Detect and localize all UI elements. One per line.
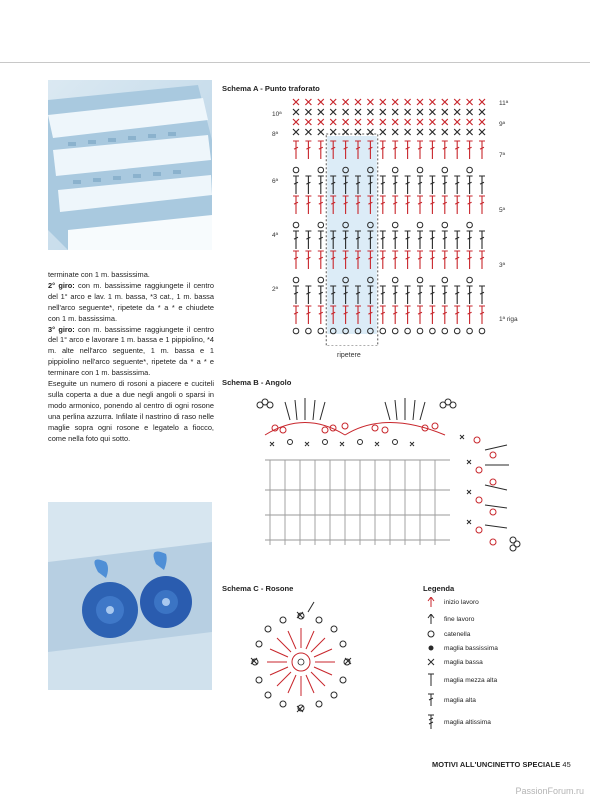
chain-mark	[454, 328, 460, 334]
single-crochet-mark	[417, 119, 423, 125]
watermark: PassionForum.ru	[515, 786, 584, 796]
treble-mark	[479, 141, 485, 159]
cross-icon	[424, 658, 438, 666]
schema-a-title: Schema A - Punto traforato	[222, 84, 320, 93]
end-arrow-icon	[424, 614, 438, 624]
chain-mark	[467, 328, 473, 334]
treble-mark	[429, 251, 435, 269]
single-crochet-mark	[479, 119, 485, 125]
treble-mark	[380, 251, 386, 269]
treble-mark	[293, 251, 299, 269]
legend-label-end: fine lavoro	[444, 615, 475, 623]
chain-mark	[479, 328, 485, 334]
treble-mark	[417, 251, 423, 269]
treble-mark	[467, 306, 473, 324]
single-crochet-mark	[330, 99, 336, 105]
single-crochet-mark	[442, 109, 448, 115]
chain-mark	[442, 277, 448, 283]
treble-mark	[318, 141, 324, 159]
treble-mark	[318, 286, 324, 304]
single-crochet-mark	[454, 119, 460, 125]
paragraph-3	[48, 325, 214, 380]
chain-mark	[318, 277, 324, 283]
chain-mark	[318, 167, 324, 173]
single-crochet-mark	[479, 99, 485, 105]
treble-mark	[405, 141, 411, 159]
treble-mark	[305, 141, 311, 159]
chain-mark	[467, 167, 473, 173]
single-crochet-mark	[330, 109, 336, 115]
chain-mark	[293, 167, 299, 173]
paragraph-4: Eseguite un numero di rosoni a piacere e cuciteli sulla coperta a due a due negli angoli o sparsi in modo armonico, ponendo al centro di ogni rosone una perlina azzurra. Infilate il nastrino di raso nelle maglie sopra ogni rosone e legatelo a fiocco, come nella foto qui sotto.	[48, 379, 214, 443]
chain-mark	[293, 328, 299, 334]
blanket-photo	[48, 80, 212, 250]
treble-mark	[454, 231, 460, 249]
legend-item-half-double	[424, 674, 497, 686]
treble-mark	[392, 141, 398, 159]
single-crochet-mark	[318, 119, 324, 125]
row-label-5: 5ª	[499, 207, 506, 214]
legend-label-chain: catenella	[444, 630, 471, 638]
legend-item-treble	[424, 716, 491, 728]
treble-mark	[479, 306, 485, 324]
treble-mark	[467, 286, 473, 304]
single-crochet-mark	[429, 109, 435, 115]
legend-label-single: maglia bassa	[444, 658, 483, 666]
treble-mark	[479, 286, 485, 304]
chain-mark	[380, 328, 386, 334]
single-crochet-mark	[305, 129, 311, 135]
treble-mark	[454, 141, 460, 159]
legend-item-end	[424, 613, 474, 625]
treble-mark	[293, 196, 299, 214]
treble-mark	[417, 196, 423, 214]
row-label-8: 8ª	[272, 131, 279, 138]
treble-mark	[442, 141, 448, 159]
single-crochet-mark	[293, 119, 299, 125]
single-crochet-mark	[454, 129, 460, 135]
single-crochet-mark	[367, 119, 373, 125]
single-crochet-mark	[305, 99, 311, 105]
treble-mark	[305, 231, 311, 249]
single-crochet-mark	[454, 99, 460, 105]
treble-mark	[380, 176, 386, 194]
treble-mark	[380, 141, 386, 159]
page-footer	[432, 760, 571, 769]
corner-right-edge	[460, 435, 509, 528]
chain-mark	[442, 328, 448, 334]
single-crochet-mark	[392, 109, 398, 115]
treble-mark	[479, 231, 485, 249]
treble-mark	[405, 286, 411, 304]
single-crochet-mark	[318, 109, 324, 115]
treble-mark	[454, 176, 460, 194]
chain-mark	[467, 222, 473, 228]
treble-mark	[293, 141, 299, 159]
treble-mark	[405, 306, 411, 324]
treble-mark	[380, 286, 386, 304]
single-crochet-mark	[318, 129, 324, 135]
treble-mark	[467, 231, 473, 249]
treble-mark	[429, 176, 435, 194]
rosette-photo	[48, 502, 212, 690]
legend-item-double	[424, 694, 476, 706]
treble-mark	[442, 286, 448, 304]
single-crochet-mark	[405, 109, 411, 115]
single-crochet-mark	[380, 99, 386, 105]
treble-mark	[405, 176, 411, 194]
chain-mark	[417, 222, 423, 228]
treble-mark	[293, 231, 299, 249]
paragraph-2	[48, 281, 214, 325]
rosette-center	[298, 659, 304, 665]
magazine-name: MOTIVI ALL'UNCINETTO SPECIALE	[432, 760, 561, 769]
row-label-7: 7ª	[499, 152, 506, 159]
treble-mark	[392, 286, 398, 304]
treble-mark	[417, 141, 423, 159]
corner-right-red	[474, 437, 496, 545]
single-crochet-mark	[330, 129, 336, 135]
single-crochet-mark	[467, 129, 473, 135]
treble-mark	[479, 196, 485, 214]
legend-label-double: maglia alta	[444, 696, 476, 704]
single-crochet-mark	[380, 109, 386, 115]
treble-mark	[318, 251, 324, 269]
single-crochet-mark	[330, 119, 336, 125]
legend-item-chain	[424, 628, 470, 640]
treble-mark	[318, 176, 324, 194]
row-label-2: 2ª	[272, 286, 279, 293]
single-crochet-mark	[405, 99, 411, 105]
treble-mark	[442, 176, 448, 194]
row-label-9: 9ª	[499, 121, 506, 128]
treble-mark	[318, 306, 324, 324]
start-arrow-icon	[424, 597, 438, 607]
single-crochet-mark	[293, 129, 299, 135]
chain-mark	[306, 328, 312, 334]
single-crochet-mark	[305, 119, 311, 125]
chain-mark	[392, 328, 398, 334]
legend-item-start	[424, 596, 479, 608]
single-crochet-mark	[442, 129, 448, 135]
treble-mark	[293, 306, 299, 324]
row-label-3: 3ª	[499, 262, 506, 269]
single-crochet-mark	[417, 109, 423, 115]
treble-mark	[479, 176, 485, 194]
treble-mark	[429, 286, 435, 304]
treble-mark	[305, 176, 311, 194]
row-label-6: 6ª	[272, 178, 279, 185]
single-crochet-mark	[367, 99, 373, 105]
treble-mark	[305, 196, 311, 214]
single-crochet-mark	[429, 99, 435, 105]
treble-mark	[318, 231, 324, 249]
chain-mark	[405, 328, 411, 334]
single-crochet-mark	[355, 129, 361, 135]
treble-mark	[392, 196, 398, 214]
schema-c-diagram	[236, 594, 366, 724]
legend-title: Legenda	[423, 584, 455, 593]
single-crochet-mark	[417, 99, 423, 105]
treble-mark	[429, 141, 435, 159]
single-crochet-mark	[343, 109, 349, 115]
corner-circles-right	[510, 537, 520, 551]
treble-mark	[442, 306, 448, 324]
chain-mark	[417, 167, 423, 173]
single-crochet-mark	[479, 109, 485, 115]
corner-red-arcs	[265, 423, 445, 436]
treble-mark	[305, 251, 311, 269]
single-crochet-mark	[429, 129, 435, 135]
round-3-text: con m. bassissime raggiungete il centro del 1° arco e lavorare 1 m. bassa e 1 pippiolino, *4 m. alte nell'arco seguente, 1 m. bassa e 1 pippiolino nell'arco seguente*, ripetete da * a * e terminare con 1 m. bassissima.	[48, 324, 214, 378]
legend-label-start: inizio lavoro	[444, 598, 479, 606]
single-crochet-mark	[343, 129, 349, 135]
page-number: 45	[562, 760, 571, 769]
chain-mark	[392, 222, 398, 228]
treble-mark	[293, 286, 299, 304]
schema-b-title: Schema B - Angolo	[222, 378, 292, 387]
treble-mark	[380, 196, 386, 214]
paragraph-1: terminate con 1 m. bassissima.	[48, 270, 150, 279]
treble-mark	[429, 231, 435, 249]
treble-mark	[467, 141, 473, 159]
single-crochet-mark	[355, 99, 361, 105]
treble-mark	[429, 196, 435, 214]
chain-mark	[467, 277, 473, 283]
round-3-heading: 3° giro:	[48, 324, 75, 334]
single-crochet-mark	[293, 99, 299, 105]
treble-mark	[417, 286, 423, 304]
treble-mark	[467, 251, 473, 269]
chain-mark	[442, 167, 448, 173]
treble-mark	[454, 286, 460, 304]
treble-mark	[467, 176, 473, 194]
schema-b-diagram	[245, 390, 545, 570]
schema-c-title: Schema C - Rosone	[222, 584, 294, 593]
single-crochet-mark	[467, 119, 473, 125]
single-crochet-mark	[479, 129, 485, 135]
treble-mark	[429, 306, 435, 324]
treble-mark	[305, 306, 311, 324]
dot-icon	[424, 644, 438, 652]
single-crochet-mark	[467, 109, 473, 115]
single-crochet-mark	[380, 119, 386, 125]
chain-mark	[442, 222, 448, 228]
treble-mark	[392, 231, 398, 249]
single-crochet-mark	[417, 129, 423, 135]
corner-top-edge	[257, 398, 456, 420]
treble-mark	[454, 251, 460, 269]
single-crochet-mark	[355, 119, 361, 125]
treble-mark	[479, 251, 485, 269]
chain-mark	[318, 222, 324, 228]
treble-mark	[442, 251, 448, 269]
rosette-outer-ring	[251, 612, 351, 712]
single-crochet-mark	[380, 129, 386, 135]
row-label-4: 4ª	[272, 232, 279, 239]
legend-label-half-double: maglia mezza alta	[444, 676, 498, 684]
legend-label-treble: maglia altissima	[444, 718, 491, 726]
chain-mark	[417, 328, 423, 334]
single-crochet-mark	[343, 119, 349, 125]
treble-mark	[392, 176, 398, 194]
treble-mark	[318, 196, 324, 214]
legend-item-slip	[424, 642, 498, 654]
chain-circle-icon	[424, 630, 438, 638]
treble-mark	[442, 231, 448, 249]
treble-mark	[380, 306, 386, 324]
legend-label-slip: maglia bassissima	[444, 644, 498, 652]
corner-grey-body	[265, 460, 450, 545]
row-label-11: 11ª	[499, 100, 509, 107]
round-2-heading: 2° giro:	[48, 280, 75, 290]
single-crochet-mark	[405, 119, 411, 125]
single-crochet-mark	[467, 99, 473, 105]
treble-mark	[417, 231, 423, 249]
chain-mark	[430, 328, 436, 334]
treble-mark	[405, 231, 411, 249]
repeat-label: ripetere	[337, 352, 361, 359]
single-crochet-mark	[318, 99, 324, 105]
legend-item-single	[424, 656, 483, 668]
schema-a-diagram	[284, 96, 494, 346]
treble-mark	[405, 251, 411, 269]
corner-dark-row	[270, 440, 414, 447]
single-crochet-mark	[355, 109, 361, 115]
row-label-10: 10ª	[272, 111, 282, 118]
treble-mark	[417, 176, 423, 194]
single-crochet-mark	[442, 99, 448, 105]
treble-mark	[454, 196, 460, 214]
instruction-text	[48, 270, 214, 445]
chain-mark	[417, 277, 423, 283]
single-crochet-mark	[392, 129, 398, 135]
single-crochet-mark	[442, 119, 448, 125]
chain-mark	[392, 277, 398, 283]
chain-mark	[392, 167, 398, 173]
chain-mark	[293, 277, 299, 283]
treble-mark	[392, 306, 398, 324]
round-2-text: con m. bassissime raggiungete il centro del 1° arco e lav. 1 m. bassa, *3 cat., 1 m. bassa nell'arco seguente*, ripetete da * a * e chiudete con 1 m. bassissima.	[48, 280, 214, 323]
treble-icon	[424, 714, 438, 730]
treble-mark	[442, 196, 448, 214]
treble-mark	[467, 196, 473, 214]
rosette-start-arrow	[308, 602, 314, 612]
repeat-highlight	[327, 136, 377, 334]
treble-mark	[417, 306, 423, 324]
single-crochet-mark	[343, 99, 349, 105]
single-crochet-mark	[305, 109, 311, 115]
double-icon	[424, 693, 438, 707]
single-crochet-mark	[367, 109, 373, 115]
treble-mark	[454, 306, 460, 324]
top-rule	[0, 62, 590, 63]
row-label-1: 1ª riga	[499, 316, 518, 323]
treble-mark	[293, 176, 299, 194]
single-crochet-mark	[392, 119, 398, 125]
single-crochet-mark	[392, 99, 398, 105]
treble-mark	[380, 231, 386, 249]
single-crochet-mark	[429, 119, 435, 125]
treble-mark	[392, 251, 398, 269]
treble-mark	[405, 196, 411, 214]
chain-mark	[318, 328, 324, 334]
rosette-red-trebles	[267, 628, 335, 696]
single-crochet-mark	[405, 129, 411, 135]
half-double-icon	[424, 673, 438, 687]
single-crochet-mark	[454, 109, 460, 115]
chain-mark	[293, 222, 299, 228]
treble-mark	[305, 286, 311, 304]
single-crochet-mark	[293, 109, 299, 115]
